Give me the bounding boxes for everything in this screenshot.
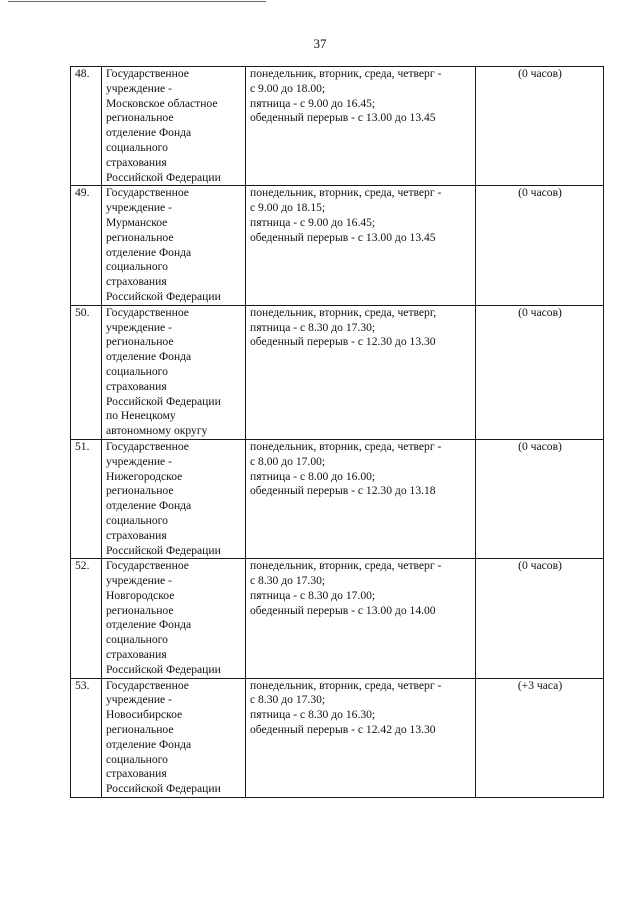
working-hours-line: пятница - с 9.00 до 16.45; xyxy=(250,215,376,229)
working-hours-line: пятница - с 8.30 до 17.00; xyxy=(250,588,376,602)
working-hours xyxy=(246,678,476,797)
organization-name-line: социального xyxy=(106,140,168,154)
organization-name-line: Нижегородское xyxy=(106,469,183,483)
organization-name-line: учреждение - xyxy=(106,320,172,334)
working-hours-line: обеденный перерыв - с 12.42 до 13.30 xyxy=(250,723,436,737)
organization-name-line: Государственное xyxy=(106,439,189,453)
organization-name-line: региональное xyxy=(106,111,174,125)
organization-name-line: региональное xyxy=(106,230,174,244)
row-number: 53. xyxy=(71,678,102,797)
organization-name-line: Российской Федерации xyxy=(106,782,221,796)
organization-name-line: социального xyxy=(106,260,168,274)
table-row xyxy=(71,439,604,558)
organization-name-line: Российской Федерации xyxy=(106,394,221,408)
working-hours-line: пятница - с 8.30 до 16.30; xyxy=(250,708,376,722)
organization-name-line: Государственное xyxy=(106,559,189,573)
working-hours-line: понедельник, вторник, среда, четверг - xyxy=(250,67,442,80)
organization-name-line: Российской Федерации xyxy=(106,170,221,184)
organization-name-line: региональное xyxy=(106,603,174,617)
organization-name-line: Государственное xyxy=(106,186,189,200)
time-offset: (0 часов) xyxy=(476,559,604,678)
working-hours xyxy=(246,559,476,678)
working-hours-line: обеденный перерыв - с 12.30 до 13.18 xyxy=(250,484,436,498)
organization-name-line: Государственное xyxy=(106,678,189,692)
working-hours-line: понедельник, вторник, среда, четверг - xyxy=(250,559,442,573)
table-row xyxy=(71,559,604,678)
time-offset: (+3 часа) xyxy=(476,678,604,797)
row-number: 49. xyxy=(71,186,102,305)
organization-name-line: Новгородское xyxy=(106,588,175,602)
organization-name-line: учреждение - xyxy=(106,574,172,588)
organization-name-line: социального xyxy=(106,752,168,766)
organization-name xyxy=(102,305,246,439)
organization-name-line: социального xyxy=(106,513,168,527)
working-hours-line: обеденный перерыв - с 13.00 до 13.45 xyxy=(250,230,436,244)
organization-name-line: региональное xyxy=(106,335,174,349)
organization-name-line: страхования xyxy=(106,155,167,169)
organization-name-line: учреждение - xyxy=(106,81,172,95)
organization-name-line: страхования xyxy=(106,275,167,289)
working-hours xyxy=(246,67,476,186)
working-hours-line: с 9.00 до 18.15; xyxy=(250,201,326,215)
organization-name-line: отделение Фонда xyxy=(106,737,192,751)
working-hours xyxy=(246,186,476,305)
working-hours-line: понедельник, вторник, среда, четверг - xyxy=(250,439,442,453)
working-hours-line: понедельник, вторник, среда, четверг - xyxy=(250,186,442,200)
organization-name-line: учреждение - xyxy=(106,693,172,707)
top-rule xyxy=(8,1,266,2)
organization-name xyxy=(102,186,246,305)
table-row xyxy=(71,305,604,439)
working-hours-line: обеденный перерыв - с 13.00 до 14.00 xyxy=(250,603,436,617)
row-number: 52. xyxy=(71,559,102,678)
organization-name-line: региональное xyxy=(106,723,174,737)
organization-name-line: страхования xyxy=(106,528,167,542)
working-hours-line: пятница - с 9.00 до 16.45; xyxy=(250,96,376,110)
working-hours-line: обеденный перерыв - с 13.00 до 13.45 xyxy=(250,111,436,125)
organization-name-line: по Ненецкому xyxy=(106,409,176,423)
organization-name xyxy=(102,678,246,797)
organization-name-line: отделение Фонда xyxy=(106,350,192,364)
working-hours-line: с 8.30 до 17.30; xyxy=(250,693,326,707)
table-row xyxy=(71,678,604,797)
row-number: 48. xyxy=(71,67,102,186)
working-hours-line: понедельник, вторник, среда, четверг - xyxy=(250,678,442,692)
organization-name-line: социального xyxy=(106,364,168,378)
row-number: 50. xyxy=(71,305,102,439)
organization-name-line: страхования xyxy=(106,767,167,781)
organization-name-line: Мурманское xyxy=(106,215,168,229)
organization-name-line: региональное xyxy=(106,484,174,498)
organization-name-line: учреждение - xyxy=(106,454,172,468)
time-offset: (0 часов) xyxy=(476,186,604,305)
table-row xyxy=(71,67,604,186)
time-offset: (0 часов) xyxy=(476,67,604,186)
organization-name xyxy=(102,439,246,558)
organization-name-line: страхования xyxy=(106,648,167,662)
row-number: 51. xyxy=(71,439,102,558)
organization-name-line: учреждение - xyxy=(106,201,172,215)
organization-name xyxy=(102,67,246,186)
organization-name-line: Государственное xyxy=(106,305,189,319)
organization-name xyxy=(102,559,246,678)
organization-name-line: отделение Фонда xyxy=(106,618,192,632)
organization-name-line: Московское областное xyxy=(106,96,218,110)
page-number: 37 xyxy=(313,36,327,51)
organization-name-line: страхования xyxy=(106,379,167,393)
working-hours-line: с 8.00 до 17.00; xyxy=(250,454,326,468)
organization-name-line: социального xyxy=(106,633,168,647)
working-hours-line: пятница - с 8.30 до 17.30; xyxy=(250,320,376,334)
organization-name-line: отделение Фонда xyxy=(106,245,192,259)
schedule-table-body xyxy=(71,67,604,798)
organization-name-line: Российской Федерации xyxy=(106,662,221,676)
working-hours xyxy=(246,305,476,439)
organization-name-line: Государственное xyxy=(106,67,189,80)
working-hours-line: обеденный перерыв - с 12.30 до 13.30 xyxy=(250,335,436,349)
working-hours-line: пятница - с 8.00 до 16.00; xyxy=(250,469,376,483)
organization-name-line: Российской Федерации xyxy=(106,543,221,557)
time-offset: (0 часов) xyxy=(476,305,604,439)
working-hours xyxy=(246,439,476,558)
working-hours-line: понедельник, вторник, среда, четверг, xyxy=(250,305,437,319)
organization-name-line: отделение Фонда xyxy=(106,499,192,513)
organization-name-line: Новосибирское xyxy=(106,708,183,722)
organization-name-line: Российской Федерации xyxy=(106,289,221,303)
schedule-table xyxy=(70,66,604,798)
organization-name-line: автономному округу xyxy=(106,424,208,438)
working-hours-line: с 8.30 до 17.30; xyxy=(250,574,326,588)
working-hours-line: с 9.00 до 18.00; xyxy=(250,81,326,95)
time-offset: (0 часов) xyxy=(476,439,604,558)
table-row xyxy=(71,186,604,305)
organization-name-line: отделение Фонда xyxy=(106,126,192,140)
